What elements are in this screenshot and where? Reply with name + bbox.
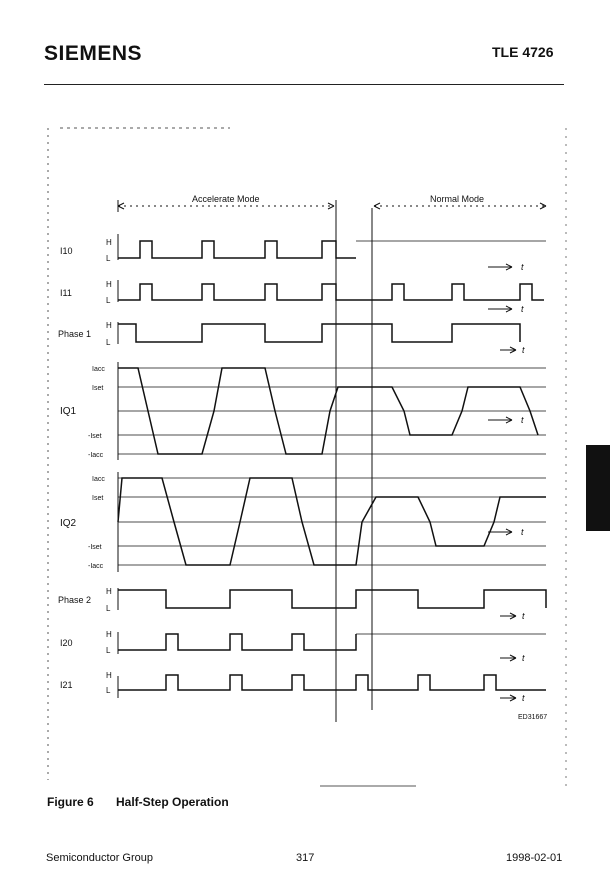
- signal-label-iq1: IQ1: [60, 406, 77, 417]
- part-number: TLE 4726: [492, 44, 554, 60]
- figure-title: Half-Step Operation: [116, 795, 229, 809]
- iq1-label-iacc: Iacc: [92, 366, 105, 373]
- iq1-label-neg-iset: -Iset: [88, 433, 102, 440]
- signal-label-i11: I11: [60, 288, 72, 298]
- level-l-i10: L: [106, 254, 111, 263]
- level-h-i11: H: [106, 280, 112, 289]
- time-label-iq2: t: [521, 527, 524, 537]
- level-l-i20: L: [106, 646, 111, 655]
- time-label-i21: t: [522, 693, 525, 703]
- iq2-label-iacc: Iacc: [92, 476, 105, 483]
- signal-label-phase2: Phase 2: [58, 595, 92, 605]
- drawing-code: ED31667: [518, 714, 548, 721]
- siemens-logo: SIEMENS: [44, 42, 143, 65]
- time-label-i20: t: [522, 653, 525, 663]
- time-label-i10: t: [521, 262, 524, 272]
- iq1-label-iset: Iset: [92, 385, 104, 392]
- mode-label-normal: Normal Mode: [430, 194, 485, 204]
- signal-label-iq2: IQ2: [60, 518, 77, 529]
- level-l-phase1: L: [106, 338, 111, 347]
- time-label-phase1: t: [522, 345, 525, 355]
- figure-number: Figure 6: [47, 795, 94, 809]
- level-l-i21: L: [106, 686, 111, 695]
- iq2-label-neg-iset: -Iset: [88, 544, 102, 551]
- level-h-i20: H: [106, 630, 112, 639]
- iq1-label-neg-iacc: -Iacc: [88, 452, 104, 459]
- signal-label-phase1: Phase 1: [58, 329, 92, 339]
- iq2-label-iset: Iset: [92, 495, 104, 502]
- level-h-phase1: H: [106, 321, 112, 330]
- signal-label-i21: I21: [60, 680, 73, 690]
- footer-date: 1998-02-01: [506, 852, 563, 864]
- footer-company: Semiconductor Group: [46, 852, 153, 864]
- level-h-phase2: H: [106, 587, 112, 596]
- footer-page-number: 317: [296, 852, 315, 864]
- level-h-i21: H: [106, 671, 112, 680]
- time-label-phase2: t: [522, 611, 525, 621]
- mode-label-accelerate: Accelerate Mode: [192, 194, 260, 204]
- level-l-phase2: L: [106, 604, 111, 613]
- level-l-i11: L: [106, 296, 111, 305]
- signal-label-i20: I20: [60, 638, 73, 648]
- time-label-i11: t: [521, 304, 524, 314]
- signal-label-i10: I10: [60, 246, 73, 256]
- iq2-label-neg-iacc: -Iacc: [88, 563, 104, 570]
- time-label-iq1: t: [521, 415, 524, 425]
- level-h-i10: H: [106, 238, 112, 247]
